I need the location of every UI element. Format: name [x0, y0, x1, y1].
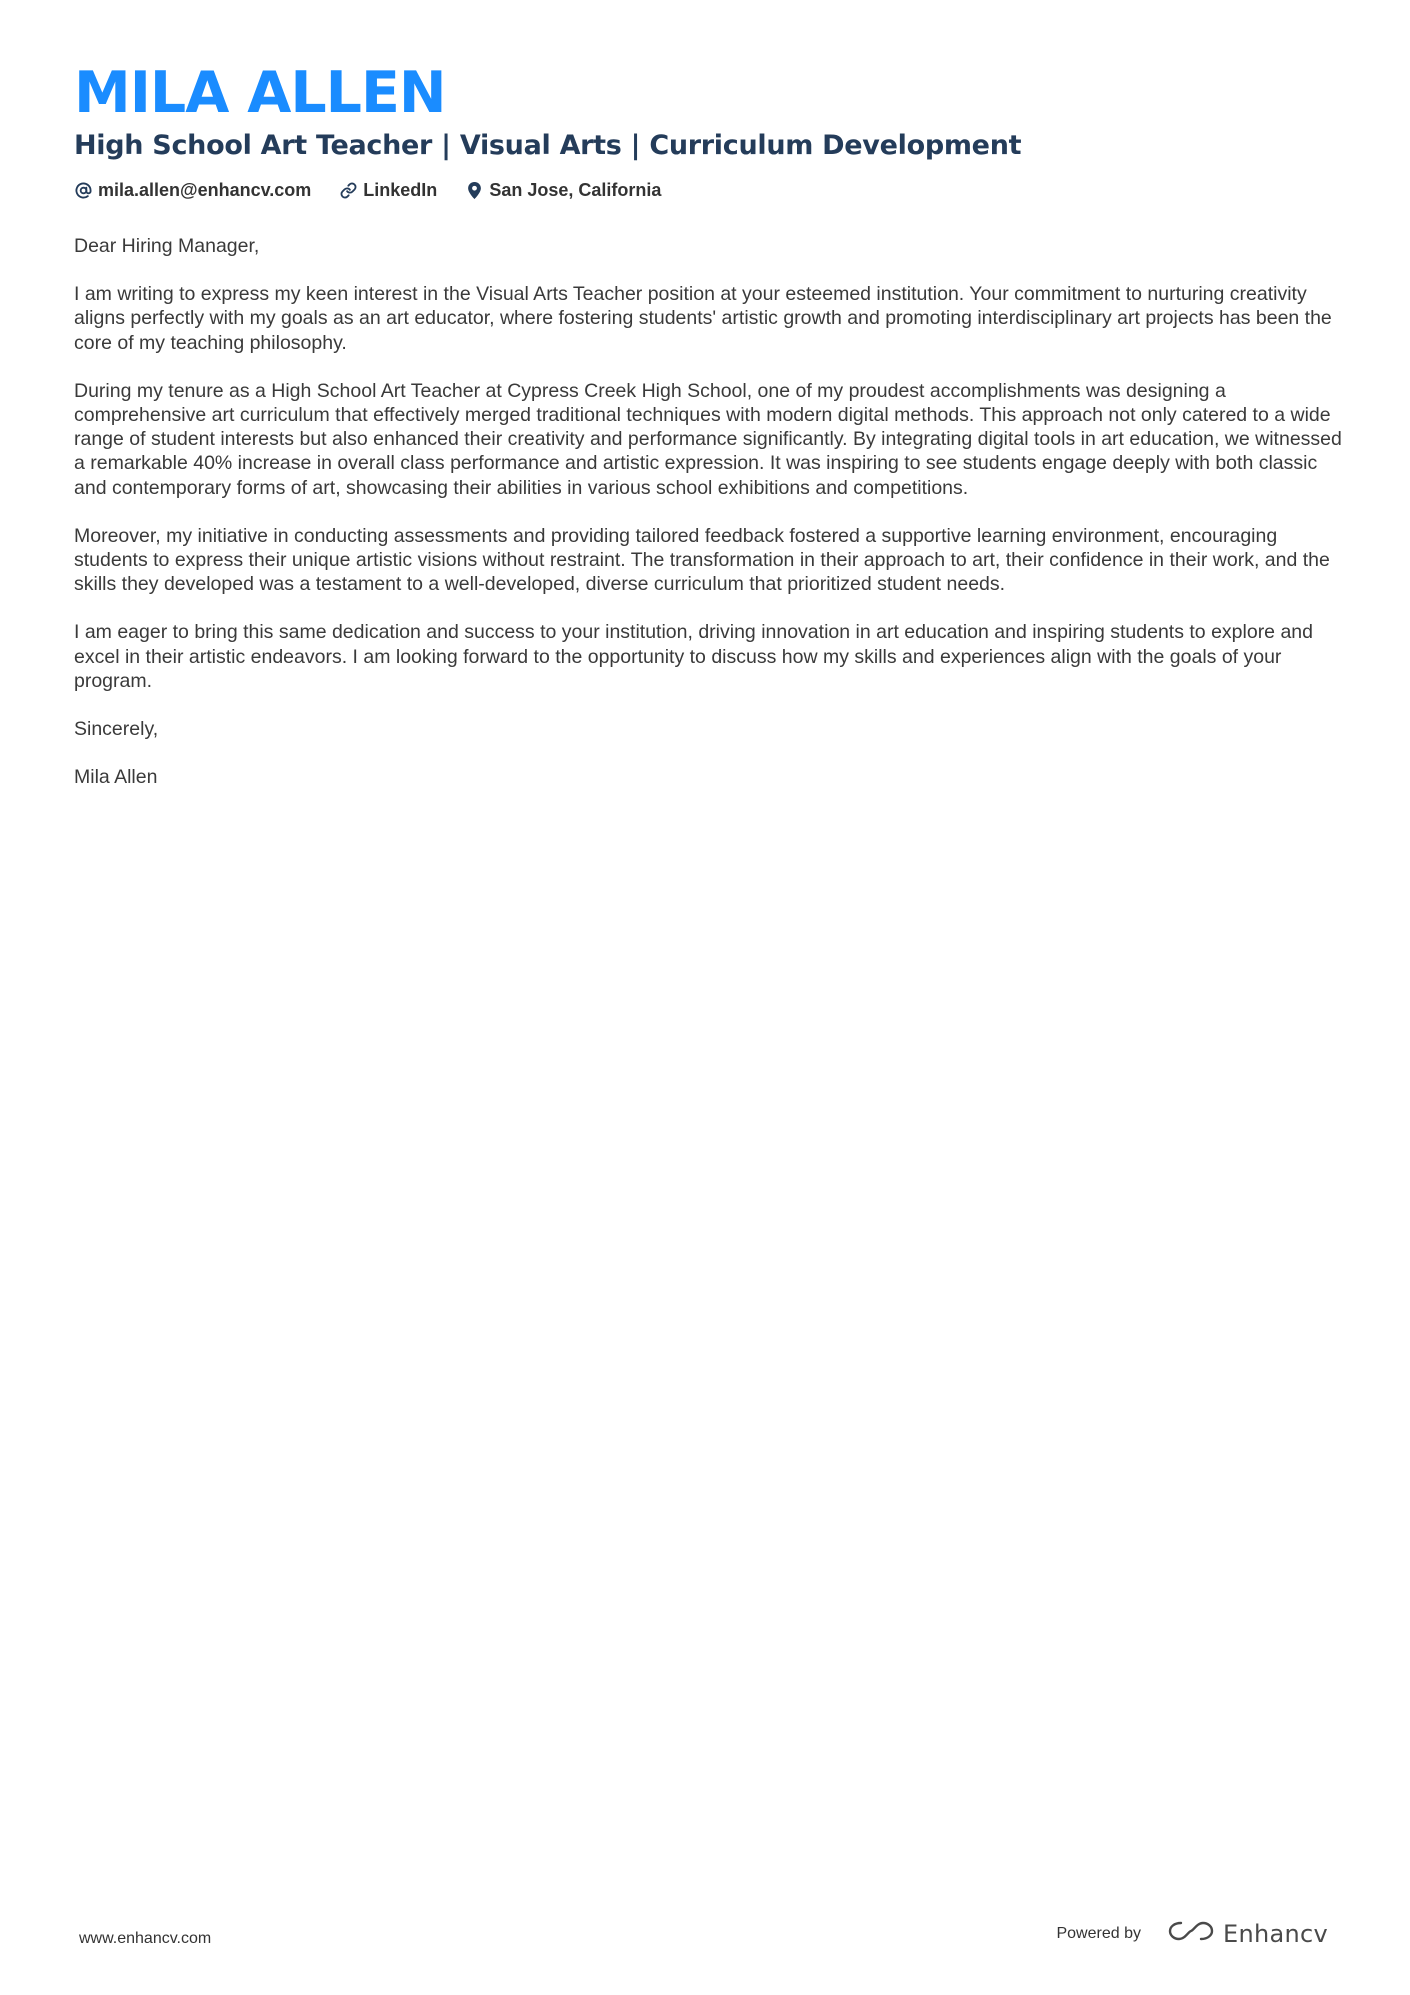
footer-branding [1056, 1918, 1328, 1949]
contact-bar [74, 178, 1344, 202]
contact-linkedin-text: LinkedIn [363, 179, 438, 200]
contact-location [465, 180, 661, 201]
powered-by-label: Powered by [1056, 1924, 1141, 1942]
letter-paragraph: I am eager to bring this same dedication and success to your institution, driving innovation in art education and inspiring students to explore and excel in their artistic endeavors. I am looking forward to the opportunity to discuss how my skills and experiences align with the goals of your program. [74, 621, 1313, 692]
contact-linkedin[interactable] [339, 180, 437, 201]
contact-email-text: mila.allen@enhancv.com [98, 179, 312, 200]
letter-closing: Sincerely, [74, 718, 159, 741]
letter-greeting: Dear Hiring Manager, [74, 235, 260, 257]
link-icon [339, 181, 357, 199]
candidate-name: MILA ALLEN [74, 60, 446, 126]
footer-website[interactable]: www.enhancv.com [79, 1930, 212, 1947]
letter-paragraph: I am writing to express my keen interest in the Visual Arts Teacher position at your esteemed institution. Your commitment to nurturing creativity aligns perfectly with my goals as an art educator, where fostering students' artistic growth and promoting interdisciplinary art projects has been the core of my teaching philosophy. [74, 283, 1332, 354]
cover-letter-page [74, 60, 1344, 813]
location-pin-icon [465, 181, 483, 199]
at-icon [74, 181, 92, 199]
infinity-icon [1167, 1918, 1215, 1949]
letter-paragraph: Moreover, my initiative in conducting assessments and providing tailored feedback fostered a supportive learning environment, encouraging students to express their unique artistic visions without restraint. The transformation in their approach to art, their confidence in their work, and the skills they developed was a testament to a well-developed, diverse curriculum that prioritized student needs. [74, 524, 1330, 596]
letter-body [74, 234, 1344, 789]
enhancv-logo[interactable] [1167, 1918, 1328, 1949]
letter-paragraph: During my tenure as a High School Art Teacher at Cypress Creek High School, one of my proudest accomplishments was designing a comprehensive art curriculum that effectively merged traditional techniques with modern digital methods. This approach not only catered to a wide range of student interests but also enhanced their creativity and performance significantly. By integrating digital tools in art education, we witnessed a remarkable 40% increase in overall class performance and artistic expression. It was inspiring to see students engage deeply with both classic and contemporary forms of art, showcasing their abilities in various school exhibitions and competitions. [74, 379, 1342, 499]
enhancv-brand-text: Enhancv [1222, 1919, 1328, 1948]
letter-signature: Mila Allen [74, 766, 158, 789]
candidate-headline: High School Art Teacher | Visual Arts | Curriculum Development [74, 130, 1022, 161]
contact-location-text: San Jose, California [489, 179, 662, 200]
contact-email[interactable] [74, 180, 311, 201]
